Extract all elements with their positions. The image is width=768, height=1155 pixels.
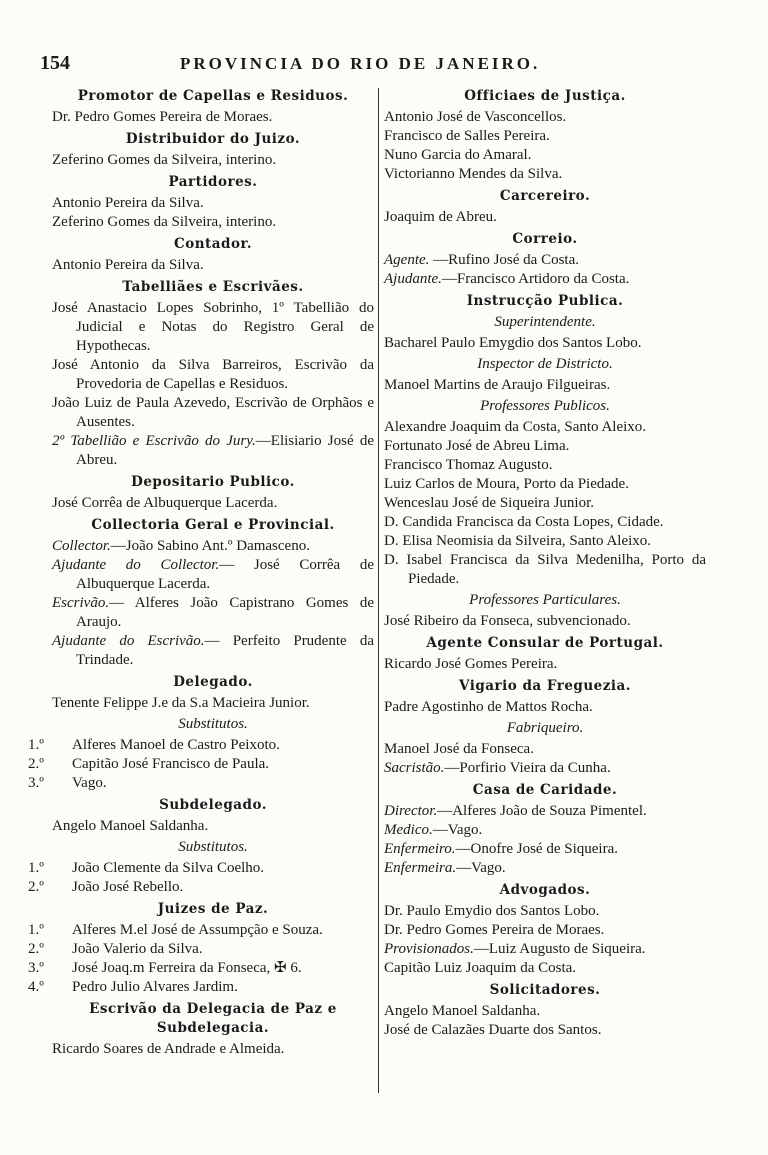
directory-entry — [384, 1002, 706, 1021]
entry-text: José Anastacio Lopes Sobrinho, 1º Tabellião do Judicial e Notas do Registro Geral de Hypothecas. — [52, 300, 374, 354]
directory-entry — [384, 802, 706, 821]
directory-entry — [384, 334, 706, 353]
section-heading: Escrivão da Delegacia de Paz e Subdelegacia. — [89, 1001, 337, 1036]
section-subheading: Superintendente. — [494, 314, 596, 330]
directory-entry — [384, 921, 706, 940]
entry-text: —Porfirio Vieira da Cunha. — [444, 760, 611, 776]
entry-number: 1.º — [28, 737, 44, 753]
entry-role: Agente. — [384, 252, 430, 268]
entry-text: Fortunato José de Abreu Lima. — [384, 438, 570, 454]
entry-text: —Francisco Artidoro da Costa. — [441, 271, 630, 287]
entry-text: Pedro Julio Alvares Jardim. — [72, 979, 238, 995]
entry-text: José de Calazães Duarte dos Santos. — [384, 1022, 602, 1038]
entry-text: Antonio José de Vasconcellos. — [384, 109, 567, 125]
entry-text: Tenente Felippe J.e da S.a Macieira Junior. — [52, 695, 310, 711]
directory-entry — [52, 432, 374, 470]
directory-entry — [52, 556, 374, 594]
entry-role: Escrivão. — [52, 595, 110, 611]
section-subheading: Fabriqueiro. — [506, 720, 584, 736]
entry-text: Nuno Garcia do Amaral. — [384, 147, 532, 163]
entry-text: Luiz Carlos de Moura, Porto da Piedade. — [384, 476, 629, 492]
entry-text: Manoel José da Fonseca. — [384, 741, 534, 757]
entry-role: Medico. — [384, 822, 433, 838]
entry-text: Antonio Pereira da Silva. — [52, 195, 204, 211]
section-heading: Solicitadores. — [489, 982, 601, 998]
directory-entry — [384, 1021, 706, 1040]
entry-text: —Alferes João de Souza Pimentel. — [437, 803, 647, 819]
directory-entry — [52, 694, 374, 713]
directory-entry — [384, 513, 706, 532]
entry-text: João José Rebello. — [72, 879, 184, 895]
directory-entry — [384, 376, 706, 395]
section-subheading: Professores Publicos. — [480, 398, 610, 414]
directory-entry — [28, 978, 374, 997]
entry-text: João Luiz de Paula Azevedo, Escrivão de Orphãos e Ausentes. — [52, 395, 374, 430]
directory-entry — [28, 959, 374, 978]
directory-entry — [384, 270, 706, 289]
directory-entry — [28, 774, 374, 793]
entry-text: Alferes Manoel de Castro Peixoto. — [72, 737, 280, 753]
entry-text: Joaquim de Abreu. — [384, 209, 497, 225]
entry-text: Zeferino Gomes da Silveira, interino. — [52, 214, 277, 230]
directory-entry — [52, 494, 374, 513]
entry-text: Capitão José Francisco de Paula. — [72, 756, 270, 772]
directory-entry — [384, 494, 706, 513]
entry-role: Ajudante. — [384, 271, 442, 287]
entry-text: Dr. Pedro Gomes Pereira de Moraes. — [52, 109, 273, 125]
directory-entry — [384, 551, 706, 589]
entry-text: Alexandre Joaquim da Costa, Santo Aleixo. — [384, 419, 647, 435]
section-heading: Correio. — [512, 231, 578, 247]
section-heading: Agente Consular de Portugal. — [426, 635, 664, 651]
entry-text: —João Sabino Ant.º Damasceno. — [110, 538, 310, 554]
directory-entry — [52, 537, 374, 556]
section-heading: Casa de Caridade. — [472, 782, 618, 798]
directory-entry — [384, 532, 706, 551]
section-subheading: Inspector de Districto. — [477, 356, 613, 372]
directory-entry — [384, 959, 706, 978]
directory-entry — [52, 1040, 374, 1059]
entry-text: Vago. — [72, 775, 107, 791]
directory-entry — [384, 127, 706, 146]
entry-role: Collector. — [52, 538, 111, 554]
entry-text: D. Elisa Neomisia da Silveira, Santo Aleixo. — [384, 533, 652, 549]
entry-text: Antonio Pereira da Silva. — [52, 257, 204, 273]
directory-entry — [52, 213, 374, 232]
directory-entry — [384, 655, 706, 674]
directory-entry — [52, 108, 374, 127]
directory-entry — [52, 151, 374, 170]
directory-entry — [28, 940, 374, 959]
entry-role: Enfermeiro. — [384, 841, 456, 857]
directory-entry — [384, 821, 706, 840]
directory-entry — [52, 594, 374, 632]
section-heading: Promotor de Capellas e Residuos. — [77, 88, 349, 104]
entry-text: João Clemente da Silva Coelho. — [72, 860, 265, 876]
entry-text: José Joaq.m Ferreira da Fonseca, ✠ 6. — [72, 960, 302, 976]
entry-number: 1.º — [28, 922, 44, 938]
directory-entry — [52, 194, 374, 213]
directory-entry — [384, 698, 706, 717]
entry-text: — Perfeito Prudente da Trindade. — [76, 633, 374, 668]
right-column — [384, 84, 706, 1040]
directory-entry — [384, 840, 706, 859]
entry-text: —Elisiario José de Abreu. — [76, 433, 374, 468]
entry-text: Francisco Thomaz Augusto. — [384, 457, 553, 473]
directory-entry — [384, 740, 706, 759]
entry-text: Francisco de Salles Pereira. — [384, 128, 550, 144]
directory-entry — [384, 437, 706, 456]
entry-text: Manoel Martins de Araujo Filgueiras. — [384, 377, 611, 393]
column-divider — [378, 88, 379, 1093]
entry-text: D. Candida Francisca da Costa Lopes, Cidade. — [384, 514, 664, 530]
entry-text: Capitão Luiz Joaquim da Costa. — [384, 960, 577, 976]
directory-entry — [384, 940, 706, 959]
entry-text: —Onofre José de Siqueira. — [455, 841, 618, 857]
directory-entry — [384, 208, 706, 227]
entry-role: Ajudante do Escrivão. — [52, 633, 205, 649]
directory-entry — [384, 759, 706, 778]
section-heading: Carcereiro. — [499, 188, 591, 204]
section-heading: Vigario da Freguezia. — [458, 678, 632, 694]
entry-text: Zeferino Gomes da Silveira, interino. — [52, 152, 277, 168]
section-heading: Contador. — [173, 236, 253, 252]
directory-entry — [384, 418, 706, 437]
directory-entry — [384, 251, 706, 270]
section-subheading: Substitutos. — [178, 716, 248, 732]
entry-number: 1.º — [28, 860, 44, 876]
entry-role: Provisionados. — [384, 941, 474, 957]
directory-entry — [384, 475, 706, 494]
entry-number: 3.º — [28, 960, 44, 976]
entry-text: Padre Agostinho de Mattos Rocha. — [384, 699, 593, 715]
directory-entry — [52, 394, 374, 432]
entry-number: 2.º — [28, 941, 44, 957]
directory-entry — [384, 902, 706, 921]
entry-role: Ajudante do Collector. — [52, 557, 220, 573]
section-heading: Distribuidor do Juizo. — [125, 131, 301, 147]
section-subheading: Professores Particulares. — [469, 592, 621, 608]
entry-text: Dr. Paulo Emydio dos Santos Lobo. — [384, 903, 600, 919]
directory-entry — [28, 859, 374, 878]
section-heading: Collectoria Geral e Provincial. — [91, 517, 335, 533]
section-heading: Subdelegado. — [159, 797, 267, 813]
entry-text: — Alferes João Capistrano Gomes de Araujo. — [76, 595, 374, 630]
entry-text: —Luiz Augusto de Siqueira. — [473, 941, 646, 957]
section-heading: Juizes de Paz. — [157, 901, 269, 917]
directory-entry — [52, 256, 374, 275]
directory-entry — [28, 736, 374, 755]
entry-text: Angelo Manoel Saldanha. — [52, 818, 209, 834]
entry-role: 2º Tabellião e Escrivão do Jury. — [52, 433, 256, 449]
entry-text: José Corrêa de Albuquerque Lacerda. — [52, 495, 278, 511]
section-heading: Delegado. — [173, 674, 253, 690]
entry-text: José Antonio da Silva Barreiros, Escrivão da Provedoria de Capellas e Residuos. — [52, 357, 374, 392]
entry-text: —Vago. — [456, 860, 506, 876]
entry-text: Alferes M.el José de Assumpção e Souza. — [72, 922, 323, 938]
entry-text: — José Corrêa de Albuquerque Lacerda. — [76, 557, 374, 592]
section-heading: Officiaes de Justiça. — [464, 88, 626, 104]
entry-text: Angelo Manoel Saldanha. — [384, 1003, 541, 1019]
directory-entry — [52, 632, 374, 670]
directory-entry — [384, 108, 706, 127]
directory-entry — [384, 859, 706, 878]
section-heading: Instrucção Publica. — [466, 293, 624, 309]
section-subheading: Substitutos. — [178, 839, 248, 855]
entry-text: Ricardo José Gomes Pereira. — [384, 656, 558, 672]
entry-text: —Vago. — [432, 822, 483, 838]
entry-text: José Ribeiro da Fonseca, subvencionado. — [384, 613, 631, 629]
directory-entry — [28, 755, 374, 774]
running-head-title: PROVINCIA DO RIO DE JANEIRO. — [180, 54, 541, 73]
section-heading: Partidores. — [168, 174, 258, 190]
section-heading: Tabelliães e Escrivães. — [122, 279, 304, 295]
directory-entry — [52, 817, 374, 836]
entry-text: D. Isabel Francisca da Silva Medenilha, Porto da Piedade. — [384, 552, 706, 587]
directory-entry — [384, 146, 706, 165]
entry-text: —Rufino José da Costa. — [429, 252, 579, 268]
entry-text: Bacharel Paulo Emygdio dos Santos Lobo. — [384, 335, 642, 351]
directory-entry — [52, 356, 374, 394]
entry-role: Sacristão. — [384, 760, 445, 776]
page-number: 154 — [40, 52, 70, 74]
entry-text: Victorianno Mendes da Silva. — [384, 166, 563, 182]
directory-entry — [52, 299, 374, 356]
entry-role: Enfermeira. — [384, 860, 457, 876]
section-heading: Advogados. — [499, 882, 591, 898]
entry-text: Ricardo Soares de Andrade e Almeida. — [52, 1041, 285, 1057]
entry-text: João Valerio da Silva. — [72, 941, 203, 957]
left-column — [28, 84, 374, 1059]
entry-text: Wenceslau José de Siqueira Junior. — [384, 495, 594, 511]
entry-number: 3.º — [28, 775, 44, 791]
directory-entry — [28, 878, 374, 897]
entry-role: Director. — [384, 803, 438, 819]
entry-number: 4.º — [28, 979, 44, 995]
section-heading: Depositario Publico. — [131, 474, 295, 490]
directory-entry — [28, 921, 374, 940]
entry-text: Dr. Pedro Gomes Pereira de Moraes. — [384, 922, 605, 938]
entry-number: 2.º — [28, 756, 44, 772]
directory-entry — [384, 612, 706, 631]
directory-entry — [384, 165, 706, 184]
directory-entry — [384, 456, 706, 475]
entry-number: 2.º — [28, 879, 44, 895]
